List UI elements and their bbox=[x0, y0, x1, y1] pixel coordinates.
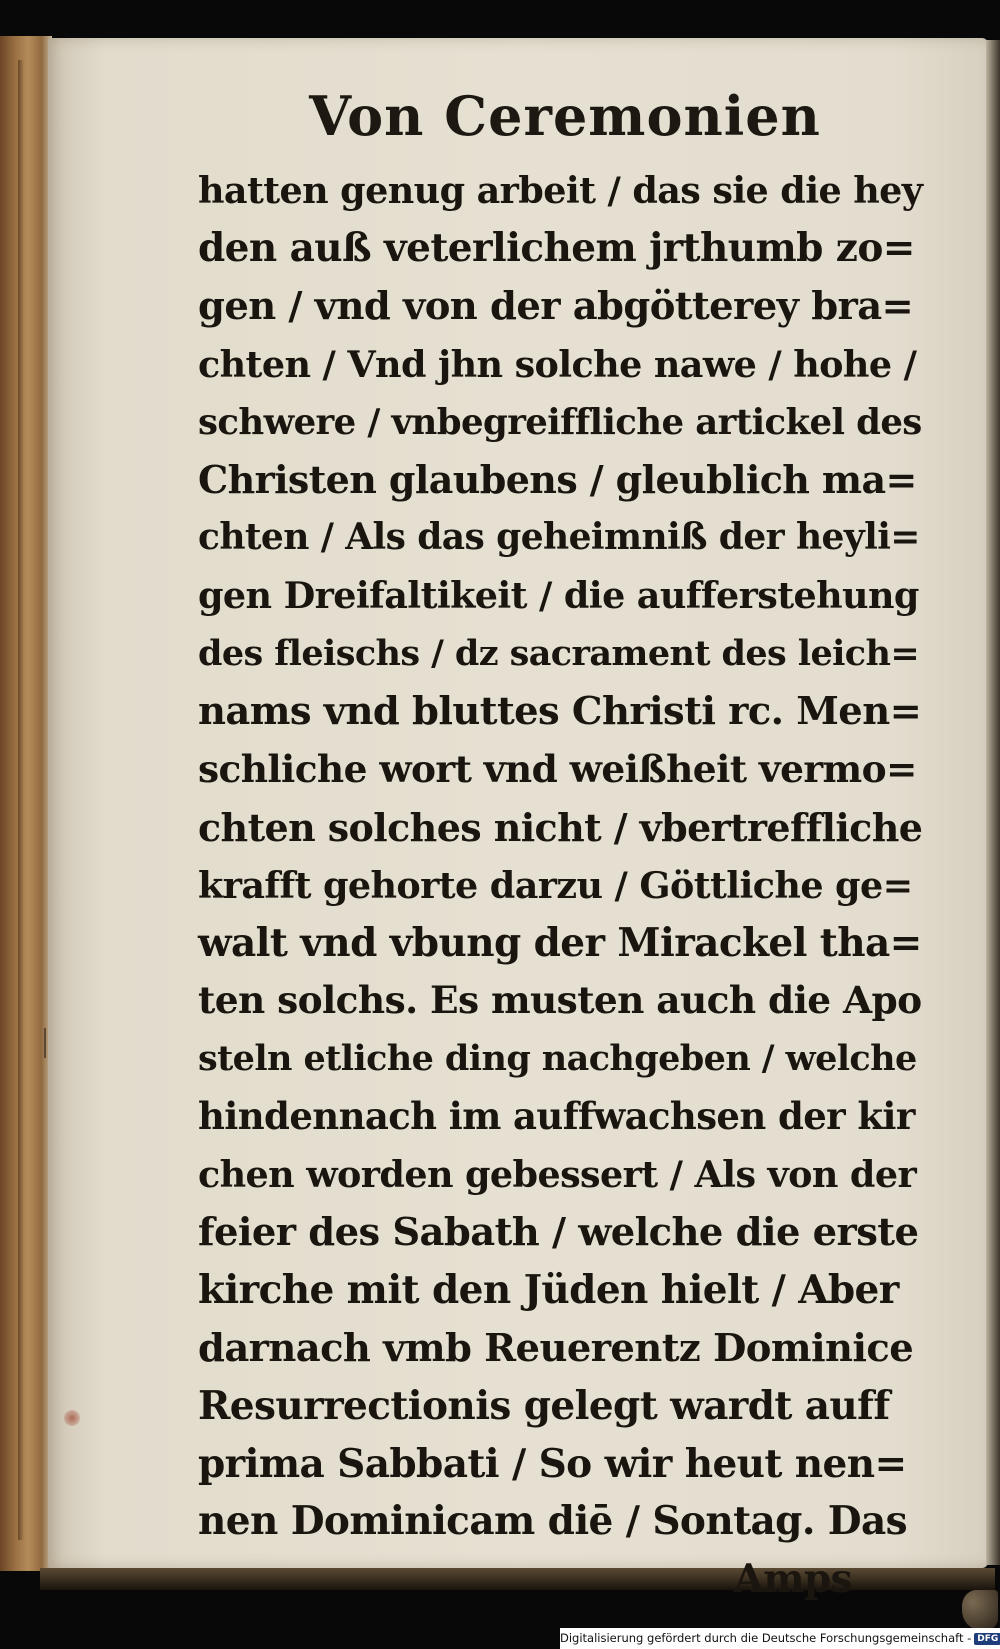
text-line: schwere / vnbegreiffliche artickel des bbox=[198, 401, 922, 443]
text-line: Christen glaubens / gleublich ma= bbox=[198, 457, 917, 503]
digitization-credit bbox=[560, 1628, 1000, 1649]
margin-mark bbox=[44, 1028, 46, 1058]
text-line: feier des Sabath / welche die erste bbox=[198, 1210, 919, 1256]
text-line: chen worden gebessert / Als von der bbox=[198, 1153, 917, 1197]
text-line: gen / vnd von der abgötterey bra= bbox=[198, 283, 914, 329]
text-line: steln etliche ding nachgeben / welche bbox=[198, 1038, 917, 1080]
text-line: hindennach im auffwachsen der kir bbox=[198, 1094, 915, 1139]
text-line: darnach vmb Reuerentz Dominice bbox=[198, 1325, 914, 1371]
running-head: Von Ceremonien bbox=[309, 84, 821, 148]
text-line: ten solchs. Es musten auch die Apo bbox=[198, 978, 922, 1023]
text-line: des fleischs / dz sacrament des leich= bbox=[198, 633, 920, 675]
text-line: hatten genug arbeit / das sie die hey bbox=[198, 169, 923, 212]
text-line: schliche wort vnd weißheit vermo= bbox=[198, 746, 917, 791]
page-edge bbox=[986, 40, 1000, 1565]
text-line: chten solches nicht / vbertreffliche bbox=[198, 804, 923, 850]
text-line: prima Sabbati / So wir heut nen= bbox=[198, 1440, 907, 1487]
text-line: nams vnd bluttes Christi rc. Men= bbox=[198, 689, 922, 735]
credit-text: Digitalisierung gefördert durch die Deutsche Forschungsgemeinschaft - bbox=[560, 1631, 972, 1645]
text-line: walt vnd vbung der Mirackel tha= bbox=[198, 919, 922, 966]
text-line: Resurrectionis gelegt wardt auff bbox=[198, 1382, 890, 1429]
catchword: Amps bbox=[733, 1556, 852, 1603]
text-line: den auß veterlichem jrthumb zo= bbox=[198, 224, 915, 271]
spine-shadow bbox=[18, 60, 24, 1540]
text-line: kirche mit den Jüden hielt / Aber bbox=[198, 1266, 899, 1313]
text-block bbox=[198, 162, 922, 1609]
torn-corner bbox=[962, 1590, 998, 1630]
book-spine bbox=[0, 36, 52, 1571]
text-line: krafft gehorte darzu / Göttliche ge= bbox=[198, 863, 913, 907]
text-line: gen Dreifaltikeit / die aufferstehung bbox=[198, 574, 919, 618]
text-line: nen Dominicam diē / Sontag. Das bbox=[198, 1498, 908, 1545]
ink-stain bbox=[64, 1410, 80, 1426]
text-line: chten / Vnd jhn solche nawe / hohe / bbox=[198, 342, 917, 386]
dfg-logo: DFG bbox=[974, 1633, 1000, 1645]
text-line: chten / Als das geheimniß der heyli= bbox=[198, 516, 920, 559]
